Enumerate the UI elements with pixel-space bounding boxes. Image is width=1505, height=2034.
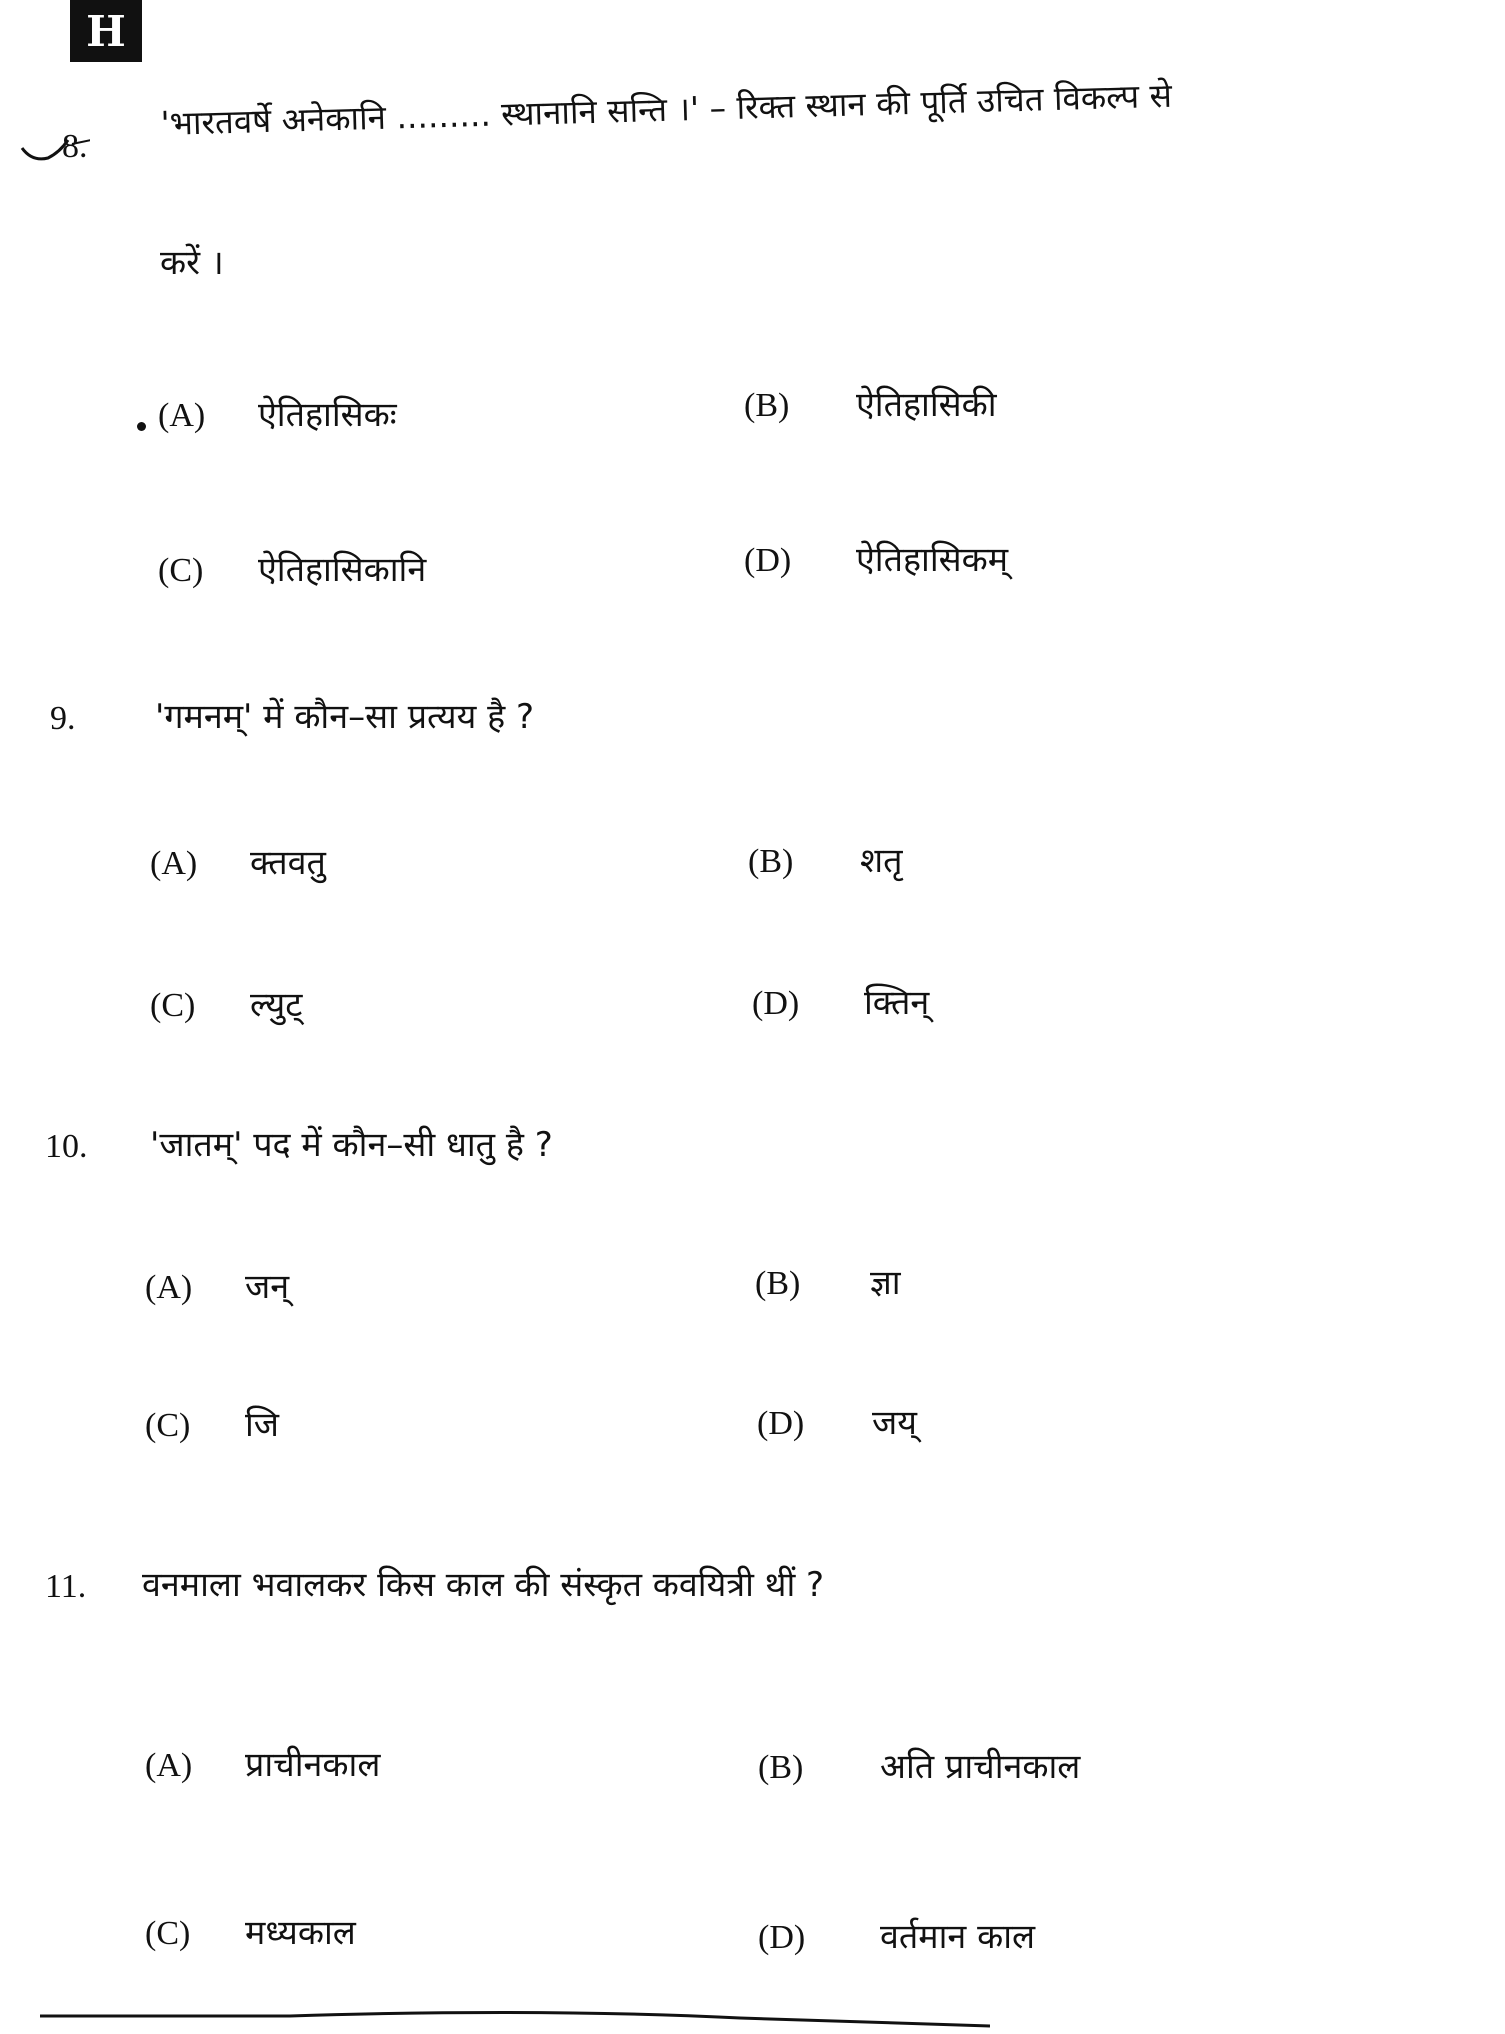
question-11-text: वनमाला भवालकर किस काल की संस्कृत कवयित्री थीं ? (142, 1565, 825, 1605)
option-text: प्राचीनकाल (245, 1745, 381, 1785)
question-8-option-a[interactable] (158, 390, 397, 436)
question-10-option-d[interactable] (757, 1398, 917, 1444)
answer-mark-dot-icon (137, 422, 146, 431)
question-11-option-b[interactable] (758, 1742, 1080, 1788)
option-label: (B) (758, 1749, 804, 1786)
question-9-option-c[interactable] (150, 980, 302, 1026)
question-10-option-b[interactable] (755, 1258, 901, 1304)
question-set-label: H (70, 0, 142, 62)
question-9-option-d[interactable] (752, 978, 929, 1024)
option-label: (D) (752, 985, 800, 1022)
option-text: ऐतिहासिकी (856, 385, 997, 425)
option-label: (B) (755, 1265, 801, 1302)
question-8-option-b[interactable] (744, 380, 997, 426)
option-label: (C) (150, 987, 196, 1024)
option-text: वर्तमान काल (880, 1917, 1036, 1957)
footer-divider (40, 2010, 990, 2030)
question-11-option-a[interactable] (145, 1740, 380, 1786)
question-9-option-b[interactable] (748, 836, 903, 882)
question-10-option-c[interactable] (145, 1400, 279, 1446)
option-text: जय् (872, 1403, 917, 1443)
option-text: ऐतिहासिकम् (856, 540, 1009, 580)
option-text: ज्ञा (870, 1263, 901, 1303)
question-11-option-c[interactable] (145, 1908, 356, 1954)
option-text: क्तवतु (250, 843, 326, 883)
question-8-text-continued: करें । (160, 243, 224, 283)
option-text: ल्युट् (250, 985, 303, 1025)
question-10-text: 'जातम्' पद में कौन–सी धातु है ? (150, 1125, 553, 1165)
question-8-text: 'भारतवर्षे अनेकानि ......... स्थानानि सन्ति ।' – रिक्त स्थान की पूर्ति उचित विकल्प से (160, 75, 1173, 143)
question-8-option-d[interactable] (744, 535, 1008, 581)
option-text: मध्यकाल (245, 1913, 356, 1953)
option-label: (A) (145, 1747, 193, 1784)
option-label: (A) (150, 845, 198, 882)
question-11-number: 11. (45, 1568, 87, 1605)
option-text: जि (245, 1405, 280, 1445)
option-label: (B) (744, 387, 790, 424)
question-9-number: 9. (50, 700, 76, 737)
question-9-option-a[interactable] (150, 838, 326, 884)
option-label: (A) (158, 397, 206, 434)
option-label: (C) (145, 1407, 191, 1444)
question-11-option-d[interactable] (758, 1912, 1035, 1958)
option-label: (D) (758, 1919, 806, 1956)
question-10-option-a[interactable] (145, 1262, 289, 1308)
option-text: शतृ (860, 841, 903, 881)
option-text: क्तिन् (864, 983, 930, 1023)
question-8-option-c[interactable] (158, 545, 426, 591)
option-text: अति प्राचीनकाल (880, 1747, 1081, 1787)
option-label: (D) (757, 1405, 805, 1442)
option-text: जन् (245, 1267, 290, 1307)
option-label: (D) (744, 542, 792, 579)
option-text: ऐतिहासिकानि (258, 550, 427, 590)
question-10-number: 10. (45, 1128, 88, 1165)
option-label: (B) (748, 843, 794, 880)
option-label: (A) (145, 1269, 193, 1306)
option-label: (C) (158, 552, 204, 589)
option-text: ऐतिहासिकः (258, 395, 397, 435)
option-label: (C) (145, 1915, 191, 1952)
question-8-number: 8. (62, 128, 88, 165)
question-9-text: 'गमनम्' में कौन–सा प्रत्यय है ? (155, 697, 535, 737)
